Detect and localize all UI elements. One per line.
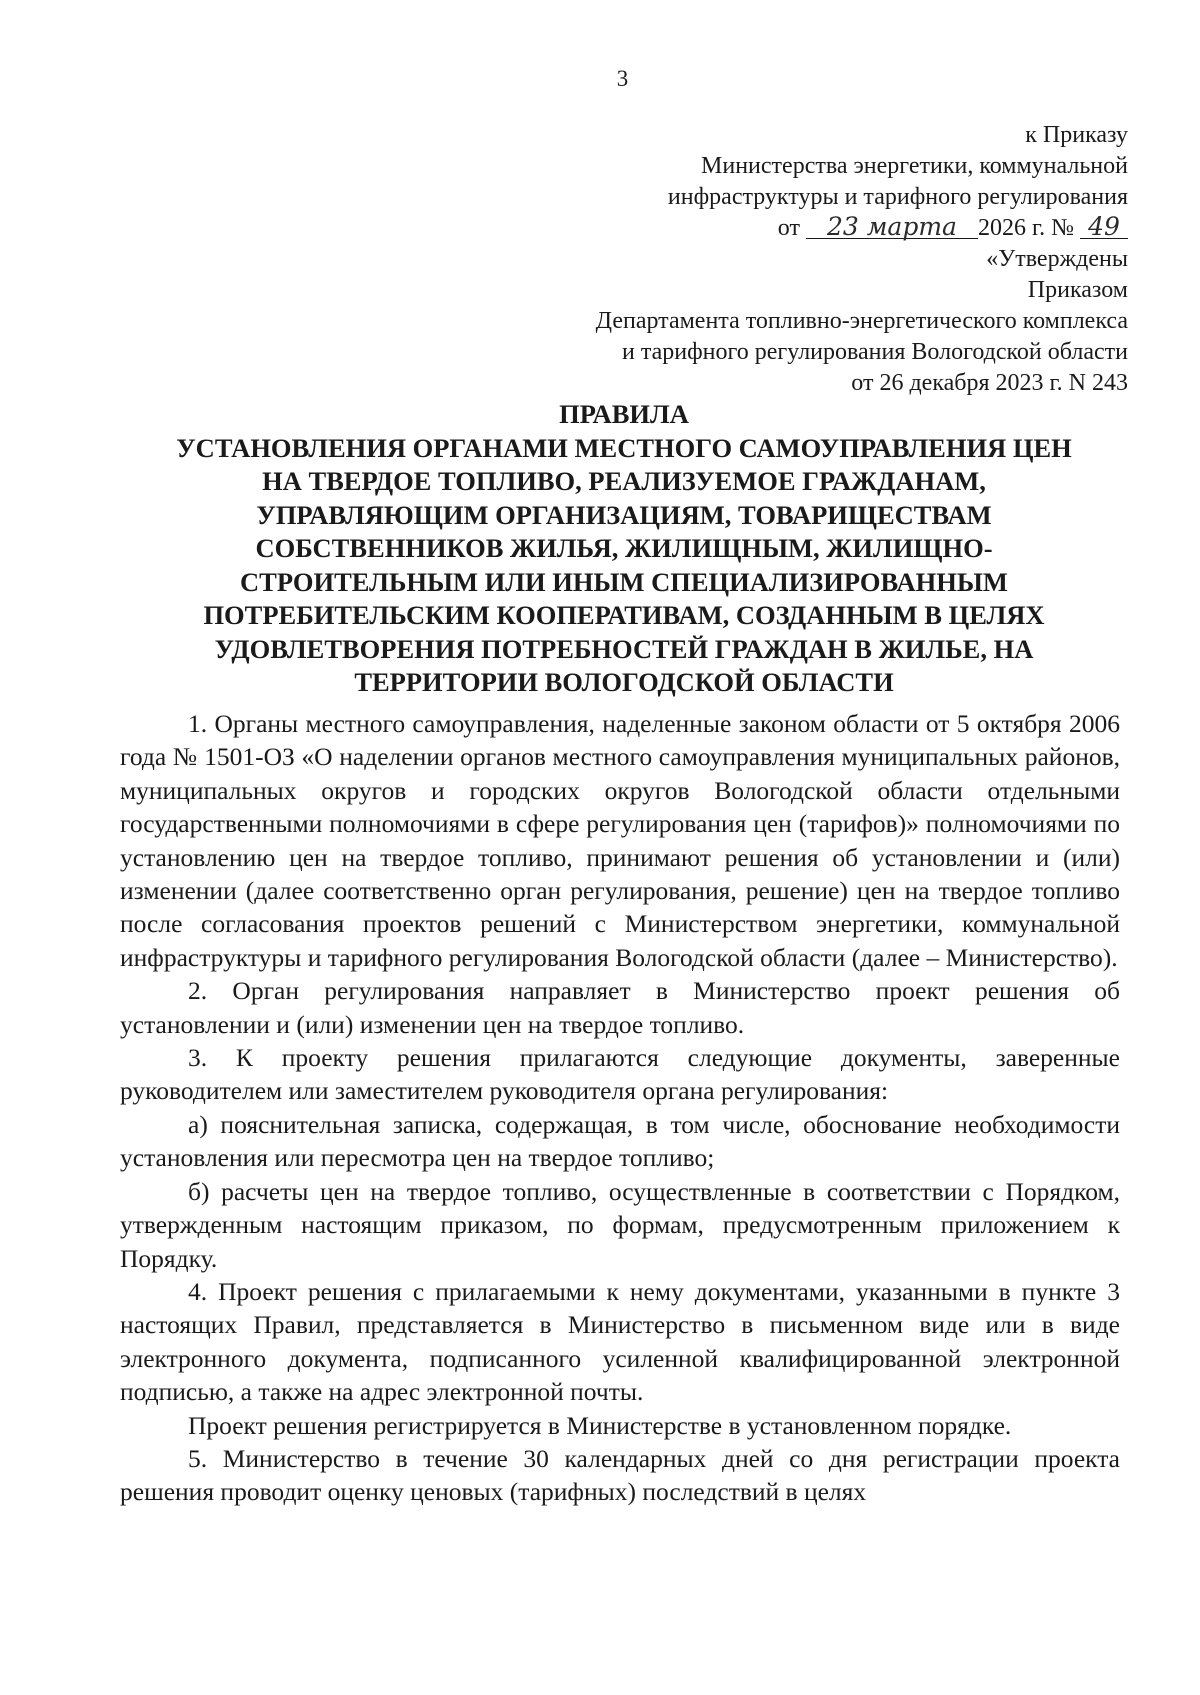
approved-line: «Утверждены (986, 246, 1128, 272)
approval-block (448, 120, 1128, 399)
title-line: СОБСТВЕННИКОВ ЖИЛЬЯ, ЖИЛИЩНЫМ, ЖИЛИЩНО- (255, 533, 993, 563)
approved-line: Департамента топливно-энергетического комплекса (595, 308, 1128, 334)
handwritten-number: 49 (1080, 216, 1128, 239)
approval-line: инфраструктуры и тарифного регулирования (667, 184, 1128, 210)
approval-line: к Приказу (1025, 122, 1128, 148)
date-prefix: от (777, 215, 800, 241)
paragraph-2: 2. Орган регулирования направляет в Министерство проект решения об установлении и (или) изменении цен на твердое топливо. (120, 976, 1120, 1039)
paragraph-1: 1. Органы местного самоуправления, наделенные законом области от 5 октября 2006 года № 1501-ОЗ «О наделении органов местного самоуправления муниципальных районов, муниципальных округов и городских округов Вологодской области отдельными государственными полномочиями в сфере регулирования цен (тарифов)» полномочиями по установлению цен на твердое топливо, принимают решения об установлении и (или) изменении (далее соответственно орган регулирования, решение) цен на твердое топливо после согласования проектов решений с Министерством энергетики, коммунальной инфраструктуры и тарифного регулирования Вологодской области (далее – Министерство). (120, 709, 1120, 972)
paragraph-3: 3. К проекту решения прилагаются следующие документы, заверенные руководителем или заместителем руководителя органа регулирования: (120, 1043, 1120, 1106)
approval-line: Министерства энергетики, коммунальной (701, 153, 1128, 179)
document-body (120, 707, 1120, 1509)
page-number: 3 (616, 66, 629, 91)
approval-date-line (448, 213, 1128, 244)
title-line: ПРАВИЛА (559, 399, 689, 429)
paragraph-4-registration: Проект решения регистрируется в Министерстве в установленном порядке. (188, 1410, 1012, 1440)
document-title (120, 398, 1128, 700)
title-line: НА ТВЕРДОЕ ТОПЛИВО, РЕАЛИЗУЕМОЕ ГРАЖДАНАМ, (262, 466, 986, 496)
approved-line: Приказом (1027, 277, 1128, 303)
title-line: ТЕРРИТОРИИ ВОЛОГОДСКОЙ ОБЛАСТИ (354, 667, 894, 697)
title-line: ПОТРЕБИТЕЛЬСКИМ КООПЕРАТИВАМ, СОЗДАННЫМ В ЦЕЛЯХ (203, 600, 1045, 630)
title-line: УПРАВЛЯЮЩИМ ОРГАНИЗАЦИЯМ, ТОВАРИЩЕСТВАМ (256, 499, 992, 530)
title-line: УДОВЛЕТВОРЕНИЯ ПОТРЕБНОСТЕЙ ГРАЖДАН В ЖИЛЬЕ, НА (214, 633, 1034, 664)
paragraph-3b: б) расчеты цен на твердое топливо, осуществленные в соответствии с Порядком, утвержденным настоящим приказом, по формам, предусмотренным приложением к Порядку. (120, 1176, 1120, 1273)
paragraph-4: 4. Проект решения с прилагаемыми к нему документами, указанными в пункте 3 настоящих Правил, представляется в Министерство в письменном виде или в виде электронного документа, подписанного усиленной квалифицированной электронной подписью, а также на адрес электронной почты. (120, 1276, 1120, 1407)
approved-line: и тарифного регулирования Вологодской области (621, 339, 1128, 365)
title-line: УСТАНОВЛЕНИЯ ОРГАНАМИ МЕСТНОГО САМОУПРАВЛЕНИЯ ЦЕН (176, 432, 1072, 463)
approved-line: от 26 декабря 2023 г. N 243 (851, 370, 1128, 396)
date-year: 2026 г. № (977, 215, 1074, 241)
paragraph-3a: а) пояснительная записка, содержащая, в том числе, обоснование необходимости установления или пересмотра цен на твердое топливо; (120, 1109, 1120, 1173)
title-line: СТРОИТЕЛЬНЫМ ИЛИ ИНЫМ СПЕЦИАЛИЗИРОВАННЫМ (240, 566, 1008, 597)
handwritten-date: 23 марта (806, 216, 978, 239)
paragraph-5: 5. Министерство в течение 30 календарных дней со дня регистрации проекта решения проводит оценку ценовых (тарифных) последствий в целях (120, 1443, 1120, 1507)
